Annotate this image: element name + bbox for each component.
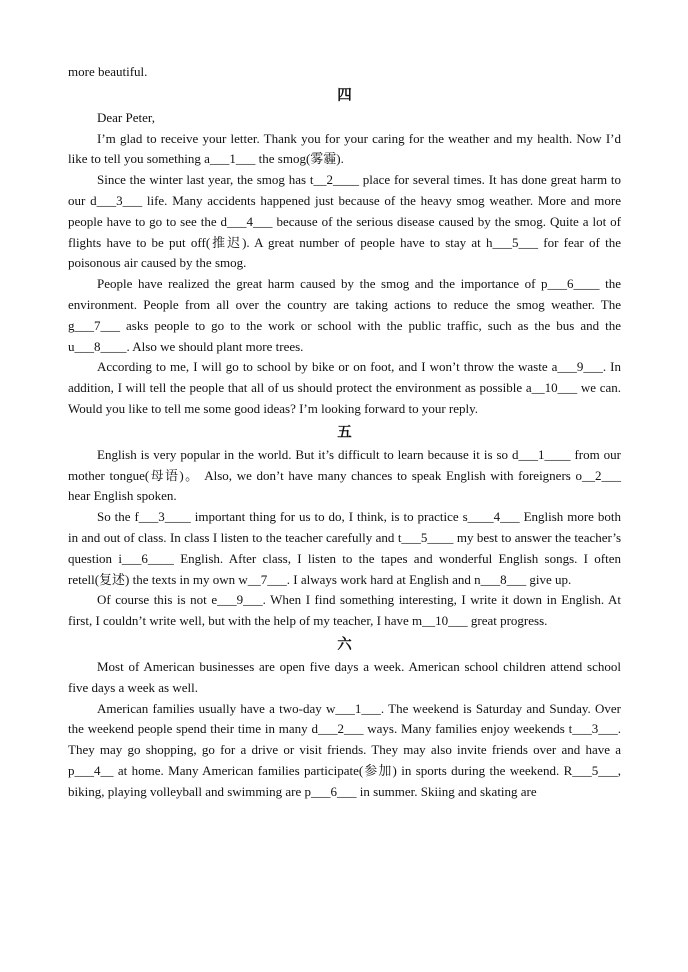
paragraph: I’m glad to receive your letter. Thank you for your caring for the weather and my health. Now I’d like to tell you something a___1___ the smog(雾霾). [68,130,621,167]
paragraph: So the f___3____ important thing for us to do, I think, is to practice s____4___ English more both in and out of class. In class I listen to the teacher carefully and t___5____ my best to answer the teacher’s question i___6____ English. After class, I listen to the tapes and wonderful English songs. I often retell(复述) the texts in my own w__7___. I always work hard at English and n___8___ give up. [68,509,621,587]
paragraph: English is very popular in the world. But it’s difficult to learn because it is so d___1____ from our mother tongue(母语)。 Also, we don’t have many chances to speak English with foreigners o__2___ hear English spoken. [68,446,621,504]
document-page [68,62,621,803]
continuation-text: more beautiful. [68,64,148,79]
paragraph: Since the winter last year, the smog has t__2____ place for several times. It has done great harm to our d___3___ life. Many accidents happened just because of the heavy smog weather. More and more people have to go to see the d___4___ because of the serious disease caused by the smog. Quite a lot of flights have to be put off(推迟). A great number of people have to stay at h___5___ for fear of the poisonous air caused by the smog. [68,172,621,271]
paragraph: American families usually have a two-day w___1___. The weekend is Saturday and Sunday. Over the weekend people spend their time in many d___2___ ways. Many families enjoy weekends t___3___. They may go shopping, go for a drive or visit friends. They may also invite friends over and have a p___4__ at home. Many American families participate(参加) in sports during the weekend. R___5___, biking, playing volleyball and swimming are p___6___ in summer. Skiing and skating are [68,700,621,799]
letter-salutation: Dear Peter, [97,109,155,125]
paragraph: According to me, I will go to school by bike or on foot, and I won’t throw the waste a___9___. In addition, I will tell the people that all of us should protect the environment as possible a__10___ we can. Would you like to tell me some good ideas? I’m looking forward to your reply. [68,359,621,416]
section-heading-5: 五 [337,424,352,441]
section-heading-4: 四 [337,87,352,104]
section-heading-6: 六 [337,636,352,653]
paragraph: Of course this is not e___9___. When I find something interesting, I write it down in English. At first, I couldn’t write well, but with the help of my teacher, I have m__10___ great progress. [68,592,621,629]
paragraph: People have realized the great harm caused by the smog and the importance of p___6____ the environment. People from all over the country are taking actions to reduce the smog weather. The g___7___ asks people to go to the work or school with the public traffic, such as the bus and the u___8____. Also we should plant more trees. [68,276,621,354]
paragraph: Most of American businesses are open five days a week. American school children attend school five days a week as well. [68,658,621,695]
